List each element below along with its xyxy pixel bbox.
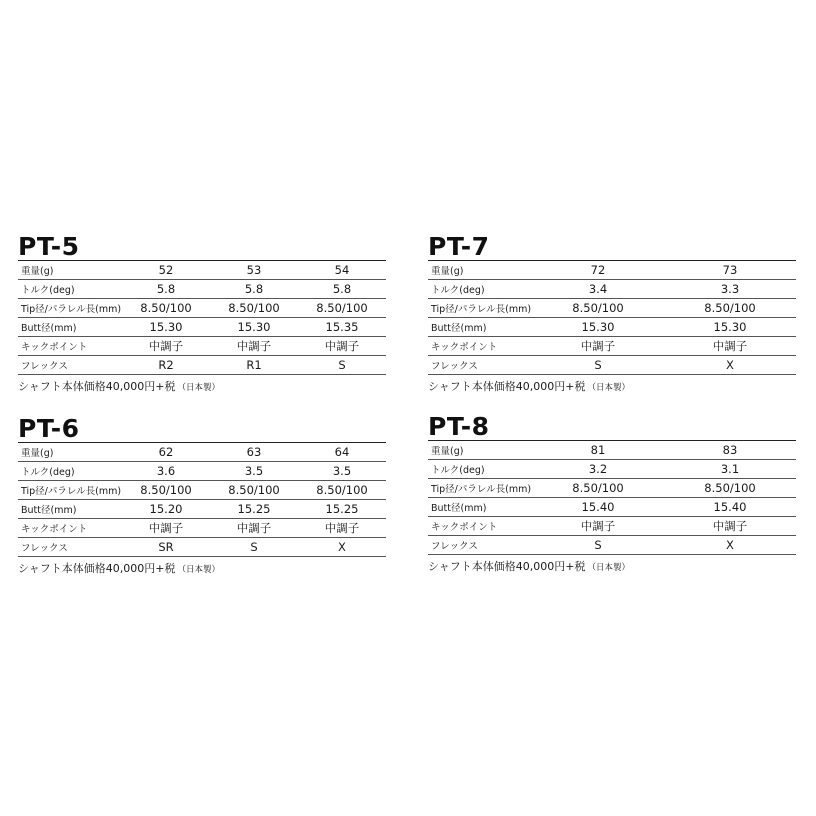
table-row [18,337,386,356]
cell-value: 中調子 [148,521,184,535]
spec-title: PT-6 [18,414,80,443]
cell-value: 中調子 [580,339,616,353]
table-row [18,299,386,318]
cell-value: 3.5 [332,464,352,478]
cell-value: 中調子 [324,521,360,535]
cell-value: 5.8 [156,282,176,296]
row-label: フレックス [21,543,68,554]
spec-block-pt7 [428,234,796,394]
cell-value: 3.2 [588,462,608,476]
row-label: Tip径/パラレル長(mm) [431,484,532,495]
table-row [18,318,386,337]
cell-value: 3.6 [156,464,176,478]
row-label: Butt径(mm) [431,323,487,334]
origin-note: （日本製） [587,383,631,393]
cell-value: 15.30 [713,320,747,334]
row-label: 重量(g) [21,266,54,277]
table-row [18,481,386,500]
spec-title: PT-7 [428,232,490,261]
cell-value: 8.50/100 [572,481,624,495]
cell-value: 中調子 [324,339,360,353]
table-row [428,337,796,356]
spec-table [428,440,796,555]
cell-value: S [594,358,602,372]
price-text: シャフト本体価格40,000円+税 [428,560,586,573]
cell-value: 72 [590,263,606,277]
cell-value: X [726,538,734,552]
cell-value: 15.40 [581,500,615,514]
price-note [428,558,796,574]
spec-table [18,260,386,375]
row-label: 重量(g) [21,448,54,459]
row-label: フレックス [431,541,478,552]
cell-value: R1 [246,358,262,372]
cell-value: 8.50/100 [228,301,280,315]
cell-value: 5.8 [244,282,264,296]
table-row [18,462,386,481]
price-note [18,378,386,394]
origin-note: （日本製） [587,563,631,573]
cell-value: 5.8 [332,282,352,296]
cell-value: 54 [334,263,350,277]
cell-value: 52 [158,263,174,277]
row-label: Butt径(mm) [431,503,487,514]
cell-value: 8.50/100 [316,483,368,497]
cell-value: 中調子 [148,339,184,353]
table-row [428,536,796,555]
spec-block-pt5 [18,234,386,394]
spec-title: PT-8 [428,412,490,441]
cell-value: 15.35 [325,320,359,334]
cell-value: 3.1 [720,462,740,476]
spec-block-pt8 [428,414,796,574]
cell-value: 8.50/100 [572,301,624,315]
row-label: Butt径(mm) [21,323,77,334]
row-label: Tip径/パラレル長(mm) [21,486,122,497]
cell-value: S [594,538,602,552]
cell-value: 8.50/100 [140,483,192,497]
cell-value: S [250,540,258,554]
row-label: キックポイント [431,522,498,533]
cell-value: 15.25 [237,502,271,516]
cell-value: 64 [334,445,350,459]
table-row [428,517,796,536]
cell-value: S [338,358,346,372]
table-row [18,356,386,375]
table-row [428,479,796,498]
row-label: キックポイント [431,342,498,353]
table-row [428,280,796,299]
cell-value: 15.30 [237,320,271,334]
row-label: トルク(deg) [431,285,485,296]
cell-value: 3.4 [588,282,608,296]
spec-block-pt6 [18,416,386,576]
cell-value: 8.50/100 [704,481,756,495]
price-text: シャフト本体価格40,000円+税 [428,380,586,393]
origin-note: （日本製） [177,383,221,393]
cell-value: 63 [246,445,262,459]
cell-value: 3.5 [244,464,264,478]
price-text: シャフト本体価格40,000円+税 [18,562,176,575]
table-row [428,299,796,318]
row-label: Tip径/パラレル長(mm) [21,304,122,315]
table-row [428,441,796,460]
cell-value: 中調子 [712,519,748,533]
row-label: Butt径(mm) [21,505,77,516]
table-row [18,500,386,519]
price-note [18,560,386,576]
cell-value: 8.50/100 [140,301,192,315]
spec-title: PT-5 [18,232,80,261]
row-label: キックポイント [21,342,88,353]
table-row [428,460,796,479]
cell-value: 8.50/100 [704,301,756,315]
cell-value: 73 [722,263,738,277]
cell-value: 中調子 [236,339,272,353]
row-label: トルク(deg) [21,285,75,296]
row-label: 重量(g) [431,266,464,277]
cell-value: 中調子 [712,339,748,353]
row-label: Tip径/パラレル長(mm) [431,304,532,315]
row-label: キックポイント [21,524,88,535]
cell-value: X [726,358,734,372]
cell-value: 3.3 [720,282,740,296]
cell-value: 15.20 [149,502,183,516]
cell-value: R2 [158,358,174,372]
cell-value: 8.50/100 [228,483,280,497]
table-row [18,280,386,299]
table-row [428,261,796,280]
origin-note: （日本製） [177,565,221,575]
cell-value: 83 [722,443,738,457]
cell-value: 81 [590,443,606,457]
table-row [18,261,386,280]
cell-value: 15.40 [713,500,747,514]
spec-table [18,442,386,557]
table-row [18,519,386,538]
spec-table [428,260,796,375]
row-label: 重量(g) [431,446,464,457]
row-label: トルク(deg) [431,465,485,476]
cell-value: 15.30 [581,320,615,334]
table-row [428,498,796,517]
cell-value: 62 [158,445,174,459]
cell-value: 53 [246,263,262,277]
table-row [18,538,386,557]
price-text: シャフト本体価格40,000円+税 [18,380,176,393]
cell-value: 中調子 [236,521,272,535]
table-row [428,356,796,375]
row-label: フレックス [431,361,478,372]
table-row [428,318,796,337]
cell-value: 15.25 [325,502,359,516]
row-label: フレックス [21,361,68,372]
cell-value: X [338,540,346,554]
price-note [428,378,796,394]
row-label: トルク(deg) [21,467,75,478]
cell-value: 15.30 [149,320,183,334]
cell-value: 中調子 [580,519,616,533]
cell-value: SR [158,540,174,554]
cell-value: 8.50/100 [316,301,368,315]
table-row [18,443,386,462]
